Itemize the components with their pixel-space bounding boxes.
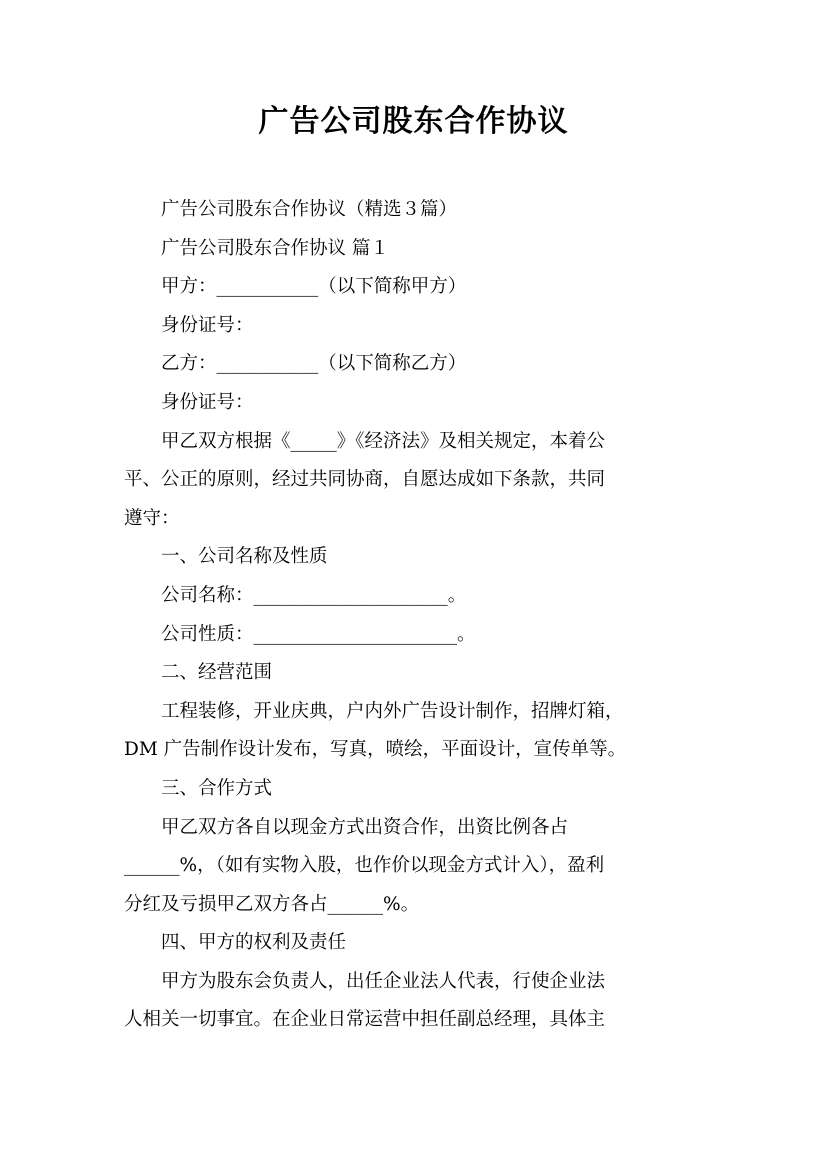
preamble-line-3: 遵守： [124, 507, 180, 529]
heading-business-scope: 二、经营范围 [161, 662, 273, 684]
cooperation-line-2: ______%，（如有实物入股，也作价以现金方式计入），盈利 [124, 855, 605, 877]
party-a-rights-line-2: 人相关一切事宜。在企业日常运营中担任副总经理，具体主 [124, 1009, 606, 1031]
cooperation-line-3: 分红及亏损甲乙双方各占______%。 [124, 893, 420, 915]
paragraph-party-b: 乙方：___________（以下简称乙方） [161, 353, 467, 375]
paragraph-cooperation [124, 809, 714, 848]
cooperation-continuation [124, 847, 714, 924]
document-body [124, 191, 714, 1040]
business-scope-line-2: DM 广告制作设计发布，写真，喷绘，平面设计，宣传单等。 [124, 739, 627, 761]
paragraph-preamble [124, 423, 714, 462]
preamble-continuation [124, 461, 714, 538]
paragraph-party-b-id: 身份证号： [161, 391, 254, 413]
document-title: 广告公司股东合作协议 [258, 104, 569, 139]
cooperation-line-1: 甲乙双方各自以现金方式出资合作，出资比例各占 [161, 816, 569, 838]
heading-company-name-nature: 一、公司名称及性质 [161, 546, 328, 568]
preamble-line-2: 平、公正的原则，经过共同协商，自愿达成如下条款，共同 [124, 469, 606, 491]
party-a-rights-continuation [124, 1001, 714, 1040]
paragraph-subtitle: 广告公司股东合作协议（精选３篇） [161, 199, 458, 220]
paragraph-company-nature: 公司性质：______________________。 [161, 623, 476, 645]
paragraph-company-name: 公司名称：_____________________。 [161, 584, 467, 606]
heading-cooperation-method: 三、合作方式 [161, 777, 273, 799]
heading-party-a-rights: 四、甲方的权利及责任 [161, 932, 347, 954]
paragraph-party-a-id: 身份证号： [161, 314, 254, 336]
paragraph-section-heading: 广告公司股东合作协议 篇１ [161, 237, 389, 259]
paragraph-party-a: 甲方：___________（以下简称甲方） [161, 276, 467, 298]
paragraph-business-scope [124, 693, 714, 732]
paragraph-party-a-rights [124, 963, 714, 1002]
preamble-line-1: 甲乙双方根据《_____》《经济法》及相关规定，本着公 [161, 430, 606, 452]
party-a-rights-line-1: 甲方为股东会负责人，出任企业法人代表，行使企业法 [161, 970, 606, 992]
business-scope-continuation [124, 731, 714, 770]
business-scope-line-1: 工程装修，开业庆典，户内外广告设计制作，招牌灯箱， [161, 700, 624, 722]
